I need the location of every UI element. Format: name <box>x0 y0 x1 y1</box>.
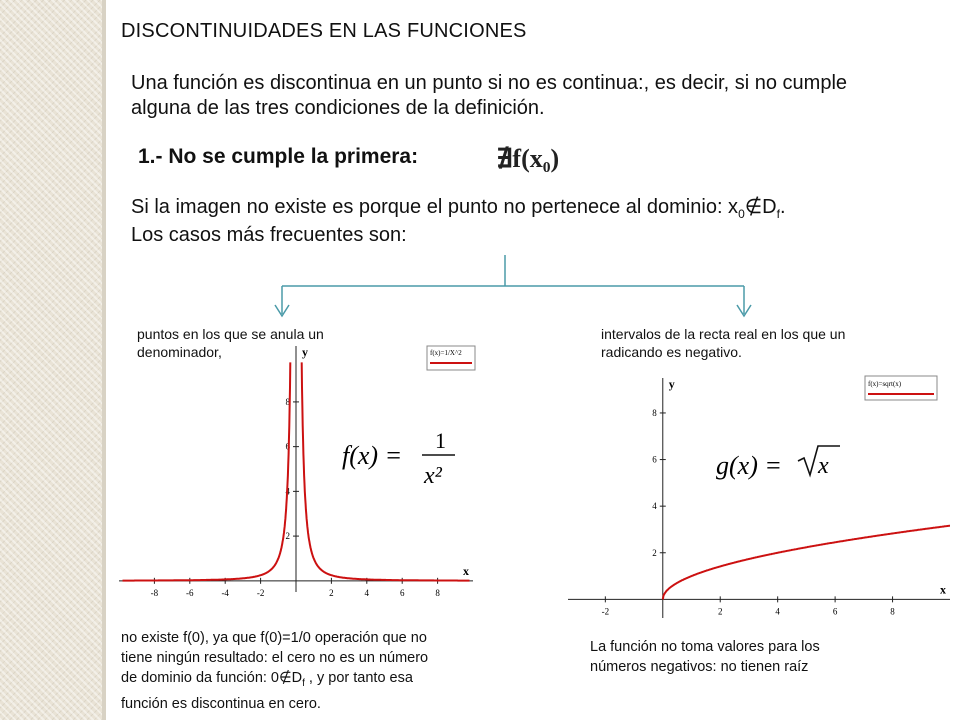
note-line: función es discontinua en cero. <box>121 695 321 712</box>
legend-text: f(x)=1/X^2 <box>430 349 462 357</box>
condition-formula-text: ∄f(x₀) <box>496 144 560 173</box>
note-line: La función no toma valores para los <box>590 639 820 655</box>
note-line: tiene ningún resultado: el cero no es un número <box>121 650 429 666</box>
tree-connector <box>270 250 770 325</box>
condition-formula <box>494 140 594 176</box>
y-tick-label: 2 <box>652 547 657 558</box>
x-tick-label: -8 <box>150 587 159 598</box>
note-text: de dominio da función: 0 <box>121 670 279 686</box>
x-tick-label: 6 <box>832 606 838 617</box>
x-tick-label: 4 <box>364 587 370 598</box>
subscript-zero: 0 <box>738 207 745 221</box>
y-tick-label: 6 <box>285 441 290 452</box>
x-tick-label: -2 <box>256 587 265 598</box>
x-tick-label: -2 <box>601 606 610 617</box>
left-case-note <box>121 628 496 714</box>
legend-text: f(x)=sqrt(x) <box>868 380 902 388</box>
y-tick-label: 8 <box>285 396 290 407</box>
y-tick-label: 6 <box>652 454 657 465</box>
x-tick-label: 8 <box>890 606 895 617</box>
domain-paragraph <box>131 194 786 221</box>
domain-symbol: D <box>291 670 303 686</box>
series-line-right-branch <box>302 362 470 580</box>
decorative-side-strip <box>0 0 102 720</box>
x-tick-label: -6 <box>186 587 194 598</box>
inverse-square-chart <box>117 342 477 614</box>
intro-line-1: Una función es discontinua en un punto si no es continua:, es decir, si no cumple <box>131 72 848 94</box>
y-axis-label: y <box>302 345 308 359</box>
note-line <box>121 668 496 694</box>
x-axis-label: x <box>940 582 946 597</box>
condition-heading: 1.- No se cumple la primera: <box>138 145 419 168</box>
y-axis-label: y <box>668 377 675 391</box>
note-text: , y por tanto esa <box>304 670 413 686</box>
subscript-f: f <box>776 207 780 221</box>
x-tick-label: 2 <box>717 606 723 617</box>
right-case-label: intervalos de la recta real en los que un radicando es negativo. <box>601 326 846 360</box>
formula-g-of-x: g(x) = <box>716 451 782 480</box>
x-tick-label: 8 <box>435 587 440 598</box>
x-axis-label: x <box>463 563 469 578</box>
y-tick-label: 4 <box>285 486 290 497</box>
x-tick-label: 4 <box>775 606 780 617</box>
note-line: números negativos: no tienen raíz <box>590 659 809 675</box>
formula-f-of-x: f(x) = <box>342 441 403 470</box>
series-line-left-branch <box>123 362 291 580</box>
formula-denominator: x² <box>424 463 442 489</box>
y-tick-label: 8 <box>652 407 657 418</box>
not-element-symbol: ∉ <box>744 196 763 218</box>
x-tick-label: 2 <box>329 587 334 598</box>
slide-title: DISCONTINUIDADES EN LAS FUNCIONES <box>121 20 527 42</box>
x-tick-label: 6 <box>399 587 405 598</box>
chart-right-legend <box>865 376 937 400</box>
domain-symbol: D <box>762 196 777 218</box>
note-line: no existe f(0), ya que f(0)=1/0 operación que no <box>121 630 427 646</box>
domain-paragraph-text: Si la imagen no existe es porque el punto no pertenece al dominio: x <box>131 196 739 218</box>
frequent-cases-line: Los casos más frecuentes son: <box>131 224 407 246</box>
period: . <box>779 196 786 218</box>
not-element-symbol: ∉ <box>279 670 292 686</box>
left-case-label: puntos en los que se anula un denominador, <box>137 326 324 360</box>
formula-numerator: 1 <box>435 428 446 453</box>
y-tick-label: 2 <box>285 531 290 542</box>
series-line <box>663 526 950 600</box>
intro-line-2: alguna de las tres condiciones de la definición. <box>131 97 545 119</box>
subscript-f: f <box>302 677 305 689</box>
right-case-note <box>590 637 890 677</box>
y-tick-label: 4 <box>652 501 657 512</box>
formula-radicand: x <box>818 453 829 479</box>
chart-right-ticks <box>602 408 896 616</box>
chart-left-legend <box>427 346 475 370</box>
x-tick-label: -4 <box>221 587 229 598</box>
side-divider <box>102 0 106 720</box>
square-root-chart <box>566 374 952 620</box>
